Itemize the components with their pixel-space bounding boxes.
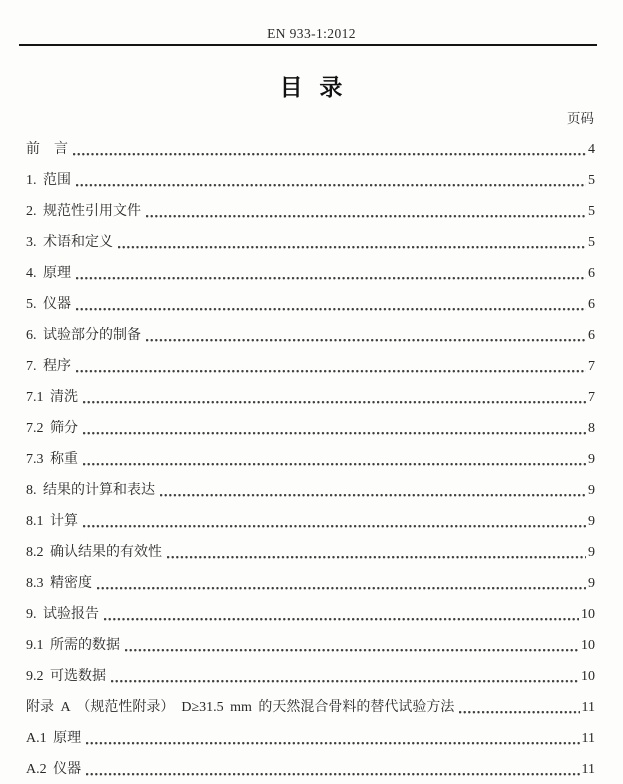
toc-entry-page: 6 [588, 266, 595, 281]
toc-entry-page: 11 [581, 700, 595, 715]
toc-entry [26, 288, 595, 319]
dotted-leader [111, 679, 579, 683]
toc-entry-page: 6 [588, 297, 595, 312]
toc-entry-label: 7.1 清洗 [26, 390, 78, 405]
toc-entry-page: 10 [581, 607, 595, 622]
toc-entry-label: 6. 试验部分的制备 [26, 328, 141, 343]
dotted-leader [167, 555, 586, 559]
dotted-leader [73, 152, 586, 156]
toc-entry-label: 1. 范围 [26, 173, 71, 188]
toc-entry-page: 10 [581, 669, 595, 684]
toc-entry-page: 9 [588, 545, 595, 560]
toc-entry-page: 9 [588, 576, 595, 591]
toc-entry-page: 5 [588, 235, 595, 250]
toc-entry [26, 536, 595, 567]
toc-entry-label: 9.1 所需的数据 [26, 638, 120, 653]
toc-entry-label: 5. 仪器 [26, 297, 71, 312]
dotted-leader [76, 276, 586, 280]
toc-entry-label: 前 言 [26, 142, 68, 157]
toc-entry-label: A.2 仪器 [26, 762, 82, 777]
dotted-leader [83, 524, 586, 528]
dotted-leader [125, 648, 579, 652]
page-title: 目 录 [279, 75, 344, 100]
toc-entry-label: 7.3 称重 [26, 452, 78, 467]
dotted-leader [76, 183, 586, 187]
page-number-column-label: 页码 [567, 111, 594, 126]
toc-entry [26, 381, 595, 412]
toc-entry [26, 319, 595, 350]
dotted-leader [76, 307, 586, 311]
toc-entry-page: 9 [588, 514, 595, 529]
toc-entry-page: 7 [588, 390, 595, 405]
toc-list [26, 133, 595, 784]
toc-entry [26, 722, 595, 753]
toc-entry-label: 7. 程序 [26, 359, 71, 374]
toc-entry-page: 6 [588, 328, 595, 343]
toc-entry [26, 195, 595, 226]
header-rule [19, 44, 597, 46]
toc-entry [26, 412, 595, 443]
dotted-leader [459, 710, 579, 714]
toc-entry-label: 9. 试验报告 [26, 607, 99, 622]
toc-entry-label: 7.2 筛分 [26, 421, 78, 436]
toc-entry [26, 474, 595, 505]
toc-entry-label: 附录 A （规范性附录） D≥31.5 mm 的天然混合骨料的替代试验方法 [26, 700, 455, 715]
toc-entry-page: 5 [588, 204, 595, 219]
toc-entry-label: A.1 原理 [26, 731, 82, 746]
toc-entry-page: 10 [581, 638, 595, 653]
dotted-leader [76, 369, 586, 373]
toc-entry [26, 164, 595, 195]
toc-entry-page: 9 [588, 483, 595, 498]
dotted-leader [83, 431, 586, 435]
dotted-leader [86, 772, 579, 776]
toc-entry [26, 505, 595, 536]
dotted-leader [83, 400, 586, 404]
toc-entry-label: 3. 术语和定义 [26, 235, 113, 250]
dotted-leader [146, 338, 586, 342]
running-header: EN 933-1:2012 [267, 26, 356, 41]
toc-entry-label: 8.1 计算 [26, 514, 78, 529]
toc-entry-label: 8. 结果的计算和表达 [26, 483, 155, 498]
toc-entry-page: 11 [581, 762, 595, 777]
dotted-leader [118, 245, 586, 249]
toc-entry-label: 9.2 可选数据 [26, 669, 106, 684]
dotted-leader [146, 214, 586, 218]
toc-entry-page: 8 [588, 421, 595, 436]
toc-entry-label: 2. 规范性引用文件 [26, 204, 141, 219]
toc-entry [26, 660, 595, 691]
toc-entry [26, 257, 595, 288]
toc-entry [26, 598, 595, 629]
dotted-leader [97, 586, 586, 590]
toc-entry [26, 629, 595, 660]
toc-entry-label: 4. 原理 [26, 266, 71, 281]
toc-entry-page: 9 [588, 452, 595, 467]
toc-entry-page: 7 [588, 359, 595, 374]
toc-entry-label: 8.3 精密度 [26, 576, 92, 591]
toc-entry [26, 226, 595, 257]
dotted-leader [86, 741, 579, 745]
toc-entry-label: 8.2 确认结果的有效性 [26, 545, 162, 560]
toc-entry [26, 350, 595, 381]
toc-entry-page: 5 [588, 173, 595, 188]
toc-entry [26, 567, 595, 598]
dotted-leader [160, 493, 586, 497]
toc-entry [26, 753, 595, 784]
dotted-leader [104, 617, 579, 621]
toc-entry [26, 691, 595, 722]
dotted-leader [83, 462, 586, 466]
toc-entry [26, 133, 595, 164]
toc-entry [26, 443, 595, 474]
toc-entry-page: 4 [588, 142, 595, 157]
toc-entry-page: 11 [581, 731, 595, 746]
